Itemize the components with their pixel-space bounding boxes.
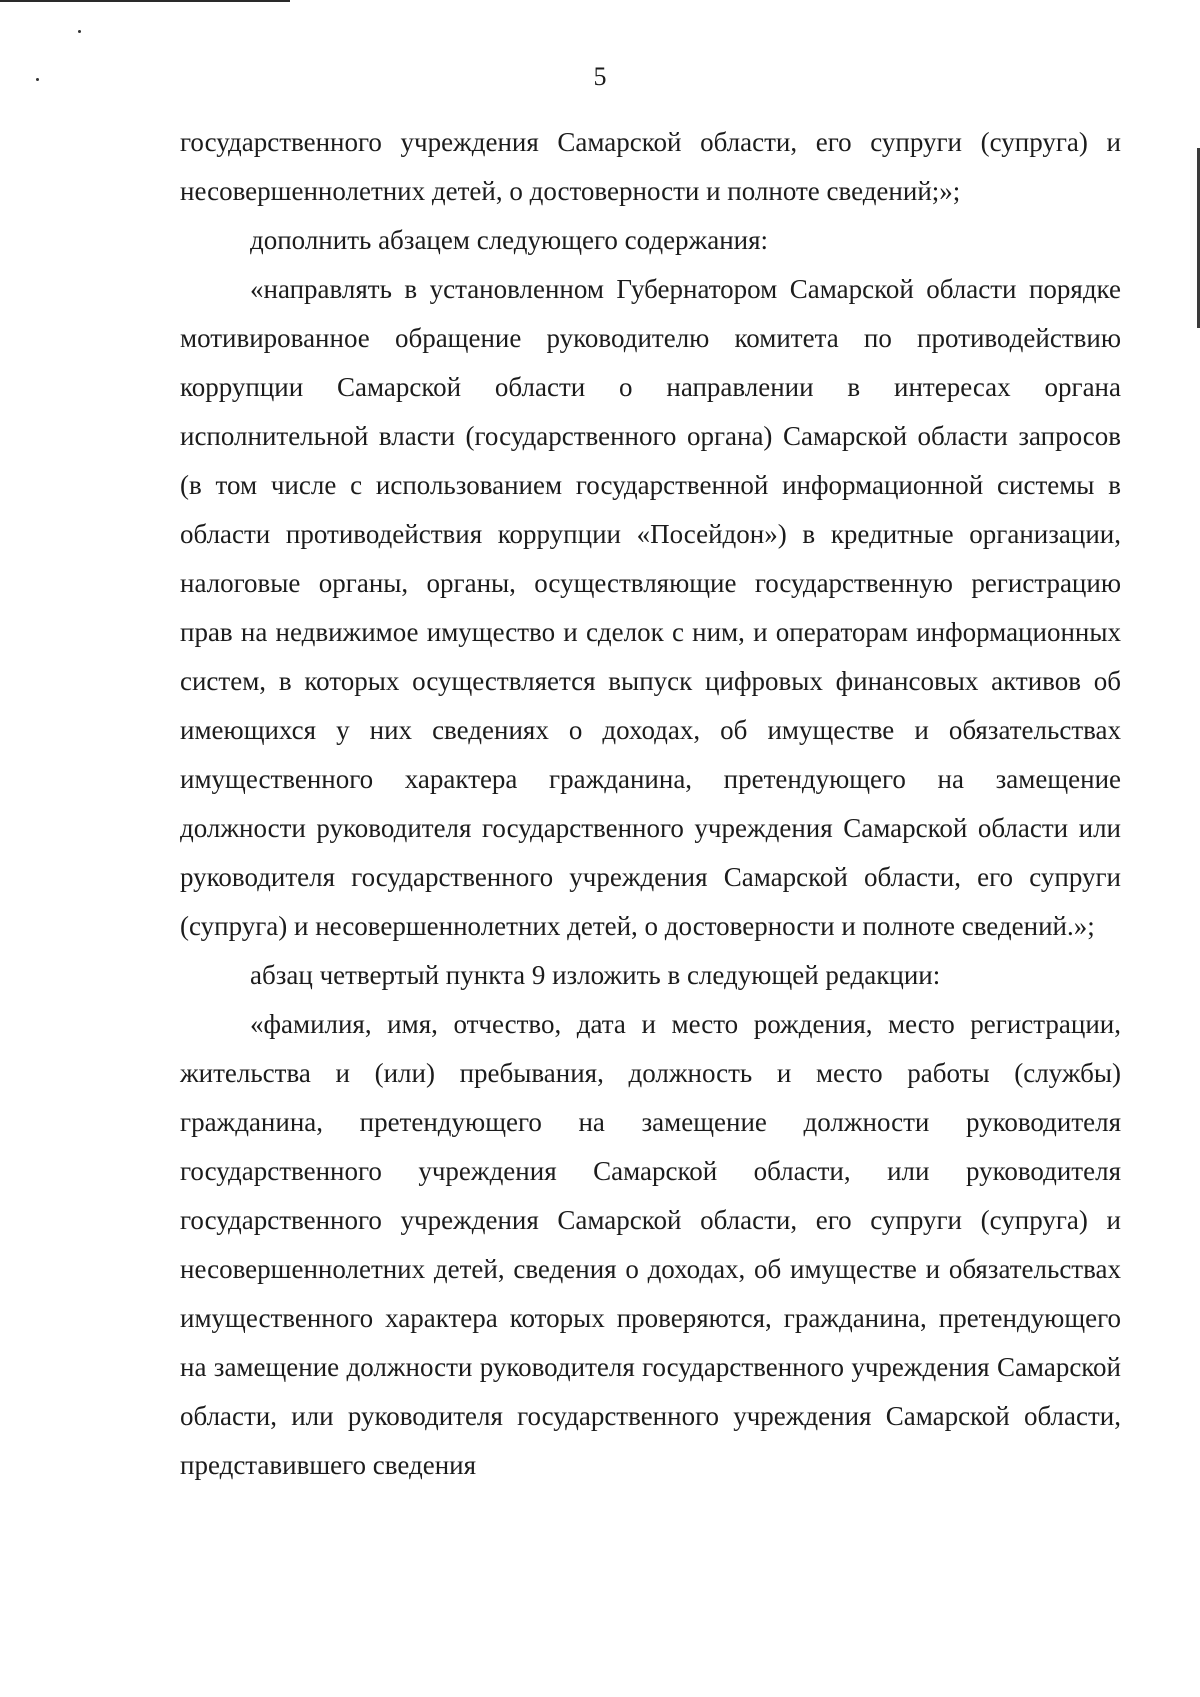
paragraph-continuation: государственного учреждения Самарской области, его супруги (супруга) и несовершеннолетних детей, о достоверности и полноте сведений;»; bbox=[180, 127, 1121, 206]
paragraph-add-clause: дополнить абзацем следующего содержания: bbox=[250, 225, 769, 255]
paragraph-new-wording: «фамилия, имя, отчество, дата и место рождения, место регистрации, жительства и (или) пребывания, должность и место работы (службы) гражданина, претендующего на замещение должности руководителя государственного учреждения Самарской области, или руководителя государственного учреждения Самарской области, его супруги (супруга) и несовершеннолетних детей, сведения о доходах, об имуществе и обязательствах имущественного характера которых проверяются, гражданина, претендующего на замещение должности руководителя государственного учреждения Самарской области, или руководителя государственного учреждения Самарской области, представившего сведения bbox=[180, 1009, 1121, 1480]
page-number: 5 bbox=[593, 62, 607, 91]
paragraph-amend-instruction: абзац четвертый пункта 9 изложить в следующей редакции: bbox=[250, 960, 941, 990]
document-body bbox=[180, 118, 1121, 1490]
paragraph-new-clause-text: «направлять в установленном Губернатором Самарской области порядке мотивированное обращение руководителю комитета по противодействию коррупции Самарской области о направлении в интересах органа исполнительной власти (государственного органа) Самарской области запросов (в том числе с использованием государственной информационной системы в области противодействия коррупции «Посейдон») в кредитные организации, налоговые органы, органы, осуществляющие государственную регистрацию прав на недвижимое имущество и сделок с ним, и операторам информационных систем, в которых осуществляется выпуск цифровых финансовых активов об имеющихся у них сведениях о доходах, об имуществе и обязательствах имущественного характера гражданина, претендующего на замещение должности руководителя государственного учреждения Самарской области или руководителя государственного учреждения Самарской области, его супруги (супруга) и несовершеннолетних детей, о достоверности и полноте сведений.»; bbox=[180, 274, 1121, 941]
scan-speck bbox=[78, 30, 81, 33]
scan-top-edge bbox=[0, 0, 290, 2]
